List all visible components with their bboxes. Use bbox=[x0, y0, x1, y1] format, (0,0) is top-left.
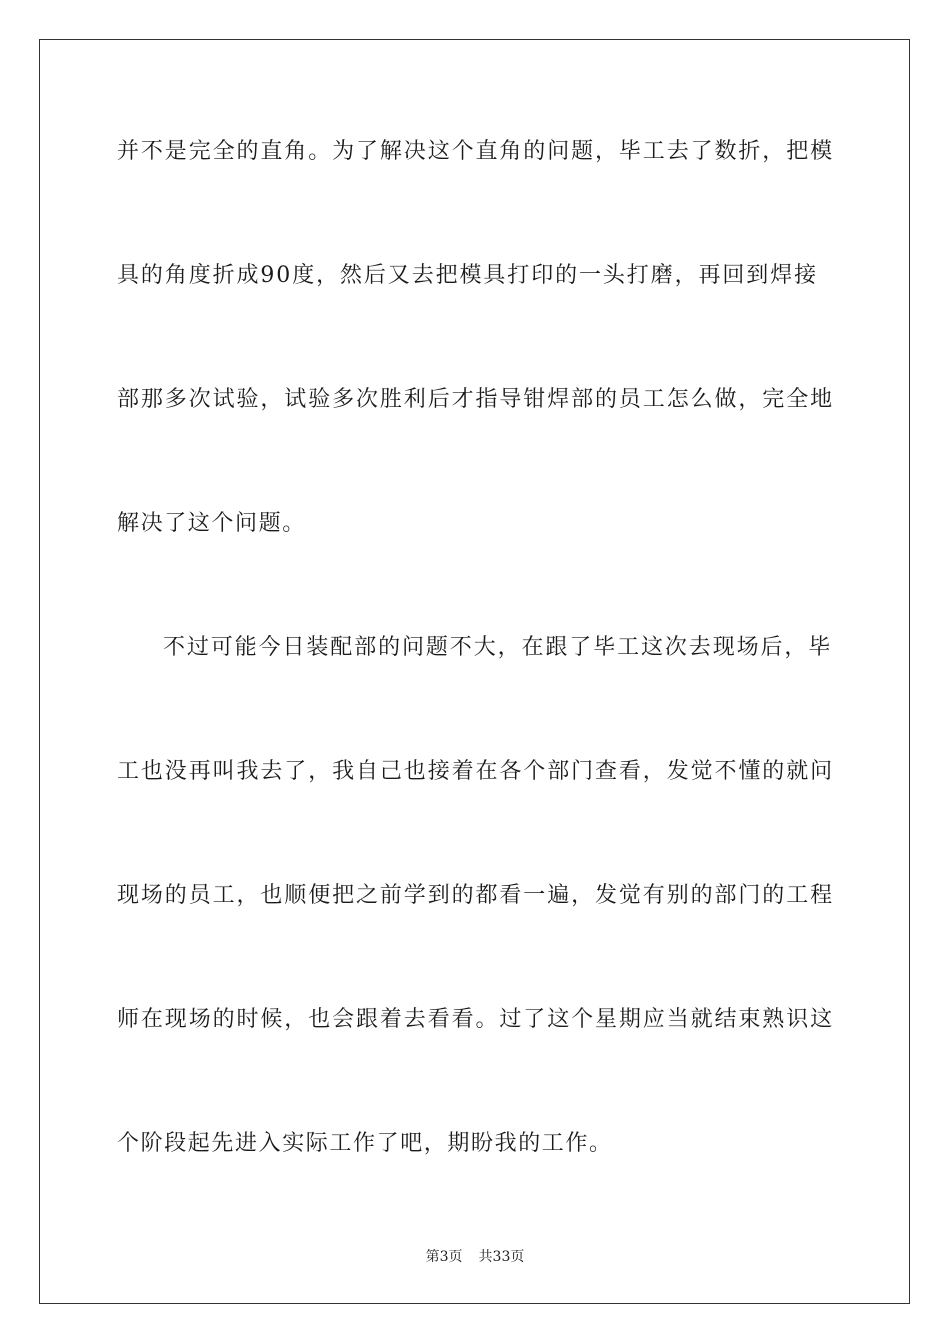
paragraph-line: 不过可能今日装配部的问题不大，在跟了毕工这次去现场后，毕 bbox=[163, 635, 833, 660]
paragraph-line: 师在现场的时候，也会跟着去看看。过了这个星期应当就结束熟识这 bbox=[117, 1007, 835, 1032]
page-border bbox=[39, 39, 910, 1304]
page-footer bbox=[0, 1248, 950, 1266]
paragraph-line: 具的角度折成90度，然后又去把模具打印的一头打磨，再回到焊接 bbox=[117, 263, 818, 288]
paragraph-line: 解决了这个问题。 bbox=[117, 511, 306, 536]
total-pages: 共33页 bbox=[478, 1249, 525, 1265]
page-number: 第3页 bbox=[425, 1249, 463, 1265]
paragraph-line: 并不是完全的直角。为了解决这个直角的问题，毕工去了数折，把模 bbox=[117, 139, 835, 164]
paragraph-line: 个阶段起先进入实际工作了吧，期盼我的工作。 bbox=[117, 1131, 613, 1156]
paragraph-line: 部那多次试验，试验多次胜利后才指导钳焊部的员工怎么做，完全地 bbox=[117, 387, 835, 412]
paragraph-line: 工也没再叫我去了，我自己也接着在各个部门查看，发觉不懂的就问 bbox=[117, 759, 835, 784]
paragraph-line: 现场的员工，也顺便把之前学到的都看一遍，发觉有别的部门的工程 bbox=[117, 883, 835, 908]
